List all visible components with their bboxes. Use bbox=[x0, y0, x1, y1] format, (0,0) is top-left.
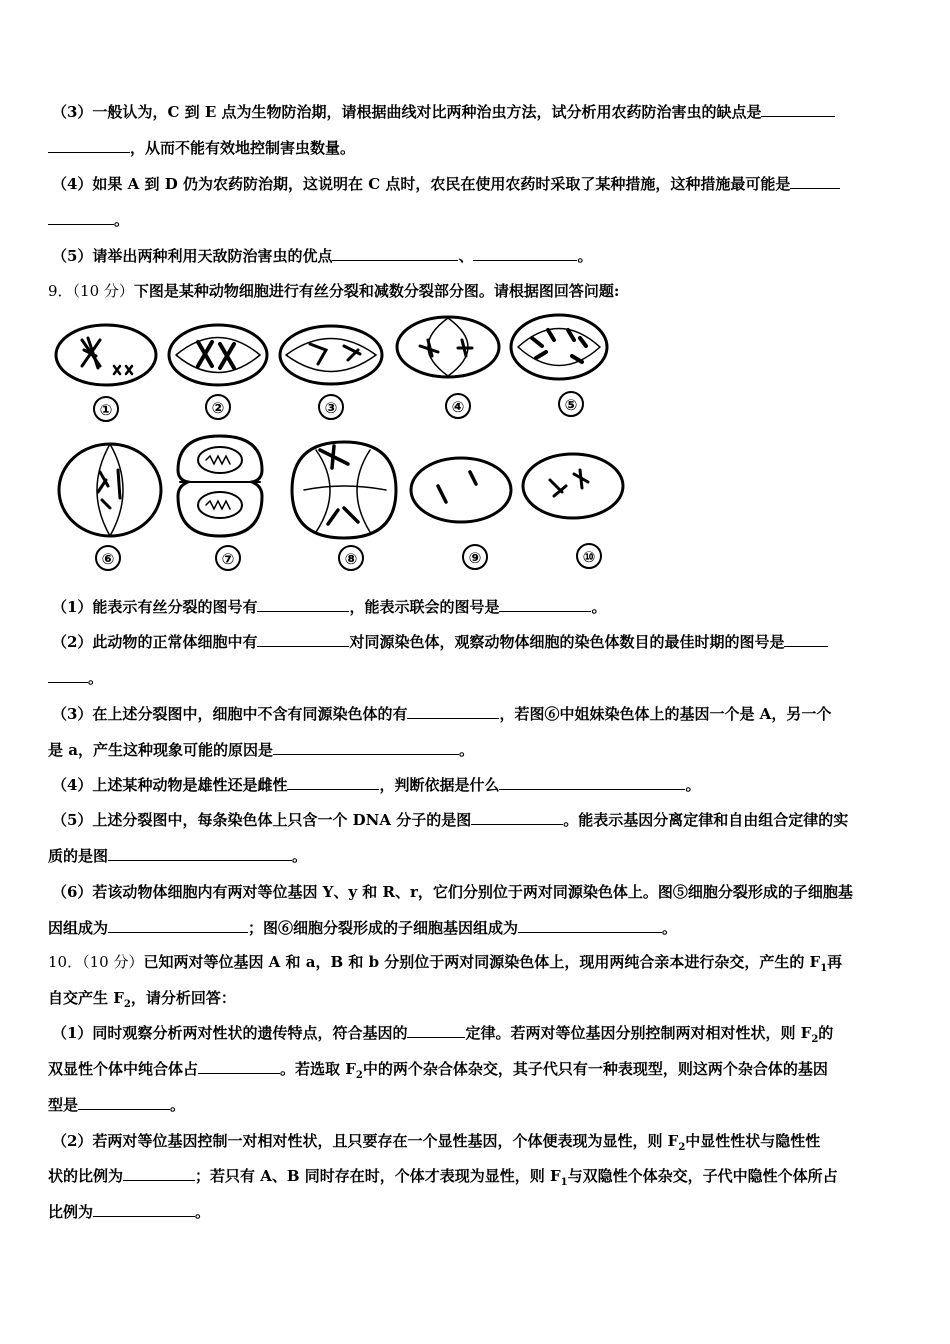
answer-blank[interactable] bbox=[518, 918, 662, 933]
cell-2 bbox=[169, 325, 267, 385]
cell-division-figure bbox=[48, 310, 638, 580]
q9-part3-text-3: 是 a，产生这种现象可能的原因是 bbox=[48, 741, 273, 759]
answer-blank[interactable] bbox=[198, 1059, 280, 1074]
q10-intro-line1 bbox=[48, 952, 908, 972]
q8-part3-text: （3）一般认为，C 到 E 点为生物防治期，请根据曲线对比两种治虫方法，试分析用农药防治害虫的缺点是 bbox=[52, 103, 762, 121]
q10-part1-line3 bbox=[48, 1095, 908, 1115]
cell-10 bbox=[523, 454, 623, 518]
q9-part1-end: 。 bbox=[591, 598, 607, 616]
q10-part1-text: （1）同时观察分析两对性状的遗传特点，符合基因的 bbox=[52, 1024, 408, 1042]
subscript: 2 bbox=[355, 1070, 363, 1081]
figure-label-3: ③ bbox=[318, 394, 344, 420]
figure-label-5: ⑤ bbox=[558, 391, 584, 417]
answer-blank[interactable] bbox=[499, 597, 591, 612]
q9-part6-line2 bbox=[48, 918, 908, 938]
subscript: 1 bbox=[820, 963, 828, 974]
q9-part3-text: （3）在上述分裂图中，细胞中不含有同源染色体的有 bbox=[52, 705, 408, 723]
chromosome bbox=[198, 342, 234, 368]
q9-part4-text-2: ，判断依据是什么 bbox=[379, 776, 500, 794]
answer-blank[interactable] bbox=[473, 246, 577, 261]
q10-intro-line2 bbox=[48, 988, 908, 1008]
spindle bbox=[286, 339, 376, 372]
q9-part4-end: 。 bbox=[685, 776, 701, 794]
q9-part2-end: 。 bbox=[88, 669, 104, 687]
q10-part2-text-5: 与双隐性个体杂交，子代中隐性个体所占 bbox=[567, 1167, 838, 1185]
cell-6 bbox=[59, 444, 161, 536]
q9-part2-line2 bbox=[48, 668, 908, 688]
answer-blank[interactable] bbox=[471, 810, 563, 825]
figure-label-10: ⑩ bbox=[576, 543, 602, 569]
q8-part3-line1 bbox=[52, 102, 912, 122]
q9-part6-text-3: ；图⑥细胞分裂形成的子细胞基因组成为 bbox=[248, 919, 519, 937]
cell-9 bbox=[411, 458, 511, 522]
q9-part6-text-2: 因组成为 bbox=[48, 919, 109, 937]
cell-7 bbox=[178, 436, 262, 536]
q10-part2-text-2: 中显性性状与隐性性 bbox=[685, 1132, 821, 1150]
subscript: 2 bbox=[678, 1142, 686, 1153]
cell-1 bbox=[56, 325, 156, 385]
q9-part3-line2 bbox=[48, 740, 908, 760]
q9-part5-text-3: 质的是图 bbox=[48, 847, 109, 865]
q9-part1-text: （1）能表示有丝分裂的图号有 bbox=[52, 598, 258, 616]
chromosome bbox=[98, 470, 120, 508]
q8-part5-end: 。 bbox=[577, 247, 593, 265]
answer-blank[interactable] bbox=[790, 174, 840, 189]
q10-part1-text-2: 定律。若两对等位基因分别控制两对相对性状，则 F bbox=[465, 1024, 812, 1042]
q10-part2-text: （2）若两对等位基因控制一对相对性状，且只要存在一个显性基因，个体便表现为显性，则 F bbox=[52, 1132, 679, 1150]
separator: 、 bbox=[458, 247, 474, 265]
answer-blank[interactable] bbox=[78, 1095, 170, 1110]
q10-part1-text-3: 的 bbox=[818, 1024, 834, 1042]
q8-part4-line1 bbox=[52, 174, 912, 194]
q9-part2-line1 bbox=[52, 632, 912, 652]
cell-4 bbox=[397, 317, 499, 377]
q8-part3-line2 bbox=[48, 138, 908, 158]
q10-part2-text-4: ；若只有 A、B 同时存在时，个体才表现为显性，则 F bbox=[195, 1167, 561, 1185]
q8-part5-text: （5）请举出两种利用天敌防治害虫的优点 bbox=[52, 247, 333, 265]
q9-part5-line2 bbox=[48, 846, 908, 866]
answer-blank[interactable] bbox=[407, 1023, 465, 1038]
q10-part2-text-3: 状的比例为 bbox=[48, 1167, 124, 1185]
q9-part3-line1 bbox=[52, 704, 912, 724]
chromatin bbox=[206, 456, 230, 464]
answer-blank[interactable] bbox=[761, 102, 835, 117]
q10-number: 10．（10 分） bbox=[48, 953, 144, 971]
figure-label-9: ⑨ bbox=[462, 544, 488, 570]
cell-5 bbox=[511, 315, 607, 379]
cell-diagrams bbox=[48, 310, 638, 580]
q9-intro-text: 下图是某种动物细胞进行有丝分裂和减数分裂部分图。请根据图回答问题: bbox=[133, 282, 620, 300]
figure-label-2: ② bbox=[205, 394, 231, 420]
q9-part6-line1 bbox=[52, 882, 912, 902]
q10-part1-text-6: 中的两个杂合体杂交，其子代只有一种表现型，则这两个杂合体的基因 bbox=[362, 1060, 828, 1078]
chromosome bbox=[438, 472, 476, 502]
q8-part4-end: 。 bbox=[114, 211, 130, 229]
q10-part2-line1 bbox=[52, 1131, 912, 1151]
answer-blank[interactable] bbox=[108, 918, 248, 933]
chromosome bbox=[550, 470, 588, 496]
q10-intro-text: 已知两对等位基因 A 和 a，B 和 b 分别位于两对同源染色体上，现用两纯合亲本进行杂交，产生的 F bbox=[143, 953, 821, 971]
q8-part4-text: （4）如果 A 到 D 仍为农药防治期，这说明在 C 点时，农民在使用农药时采取了某种措施，这种措施最可能是 bbox=[52, 175, 791, 193]
q10-part1-text-4: 双显性个体中纯合体占 bbox=[48, 1060, 199, 1078]
q9-part1 bbox=[52, 597, 912, 617]
answer-blank[interactable] bbox=[93, 1202, 195, 1217]
answer-blank[interactable] bbox=[48, 138, 130, 153]
q9-number: 9．（10 分） bbox=[48, 282, 134, 300]
answer-blank[interactable] bbox=[273, 740, 459, 755]
q10-part1-text-5: 。若选取 F bbox=[280, 1060, 356, 1078]
q9-part4 bbox=[52, 775, 912, 795]
q10-intro-end: ，请分析回答： bbox=[130, 989, 236, 1007]
q9-part5-line1 bbox=[52, 810, 912, 830]
cleavage bbox=[304, 486, 386, 490]
q8-part3-text-end: ，从而不能有效地控制害虫数量。 bbox=[130, 139, 356, 157]
q9-part4-text: （4）上述某种动物是雄性还是雌性 bbox=[52, 776, 288, 794]
chromosome bbox=[532, 330, 586, 362]
q10-intro-text-3: 自交产生 F bbox=[48, 989, 124, 1007]
chromosome bbox=[310, 344, 360, 364]
q10-part1-line1 bbox=[52, 1023, 912, 1043]
answer-blank[interactable] bbox=[499, 775, 685, 790]
answer-blank[interactable] bbox=[48, 668, 88, 683]
q9-part3-text-2: ，若图⑥中姐妹染色体上的基因一个是 A，另一个 bbox=[499, 705, 832, 723]
q9-part6-end: 。 bbox=[662, 919, 678, 937]
q8-part5 bbox=[52, 246, 912, 266]
figure-label-6: ⑥ bbox=[95, 545, 121, 571]
q9-part6-text: （6）若该动物体细胞内有两对等位基因 Y、y 和 R、r，它们分别位于两对同源染色体上。图⑤细胞分裂形成的子细胞基 bbox=[52, 883, 853, 901]
q10-part2-text-6: 比例为 bbox=[48, 1203, 94, 1221]
subscript: 1 bbox=[560, 1177, 568, 1188]
q9-part3-end: 。 bbox=[458, 741, 474, 759]
q9-part5-text: （5）上述分裂图中，每条染色体上只含一个 DNA 分子的是图 bbox=[52, 811, 472, 829]
q9-part5-end: 。 bbox=[292, 847, 308, 865]
subscript: 2 bbox=[811, 1034, 819, 1045]
subscript: 2 bbox=[123, 999, 131, 1010]
answer-blank[interactable] bbox=[123, 1166, 195, 1181]
q9-intro bbox=[48, 281, 908, 301]
q10-intro-text-2: 再 bbox=[827, 953, 843, 971]
figure-label-7: ⑦ bbox=[215, 545, 241, 571]
q9-part2-text-2: 对同源染色体，观察动物体细胞的染色体数目的最佳时期的图号是 bbox=[349, 633, 785, 651]
q8-part4-line2 bbox=[48, 210, 908, 230]
q10-part2-line3 bbox=[48, 1202, 908, 1222]
answer-blank[interactable] bbox=[257, 632, 349, 647]
cell-3 bbox=[280, 326, 382, 384]
q10-part2-line2 bbox=[48, 1166, 908, 1186]
spindle bbox=[176, 338, 260, 373]
answer-blank[interactable] bbox=[407, 704, 499, 719]
figure-label-8: ⑧ bbox=[338, 545, 364, 571]
answer-blank[interactable] bbox=[257, 597, 349, 612]
answer-blank[interactable] bbox=[48, 210, 114, 225]
q10-part1-end: 。 bbox=[170, 1096, 186, 1114]
q9-part2-text: （2）此动物的正常体细胞中有 bbox=[52, 633, 258, 651]
chromosome bbox=[114, 366, 132, 374]
figure-label-4: ④ bbox=[445, 393, 471, 419]
q10-part1-text-7: 型是 bbox=[48, 1096, 79, 1114]
q9-part5-text-2: 。能表示基因分离定律和自由组合定律的实 bbox=[563, 811, 849, 829]
answer-blank[interactable] bbox=[332, 246, 458, 261]
q9-part1-text-2: ，能表示联会的图号是 bbox=[349, 598, 500, 616]
q10-part2-end: 。 bbox=[195, 1203, 211, 1221]
answer-blank[interactable] bbox=[784, 632, 828, 647]
chromosome bbox=[420, 340, 472, 356]
q10-part1-line2 bbox=[48, 1059, 908, 1079]
figure-label-1: ① bbox=[93, 396, 119, 422]
answer-blank[interactable] bbox=[108, 846, 292, 861]
answer-blank[interactable] bbox=[287, 775, 379, 790]
chromatin bbox=[206, 501, 230, 509]
